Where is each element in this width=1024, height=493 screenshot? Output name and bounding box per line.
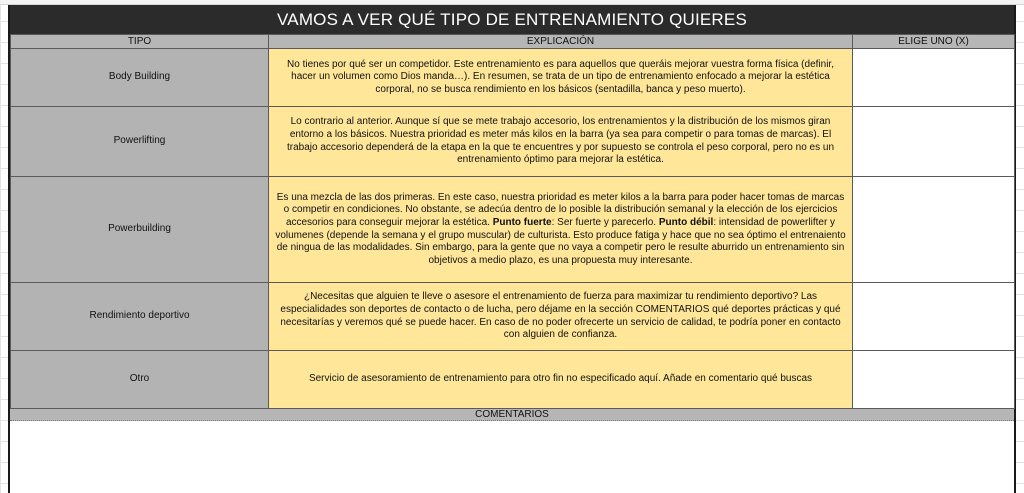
training-form [8, 5, 1016, 493]
options-table [10, 34, 1015, 409]
strong-point-label: Punto fuerte [492, 216, 552, 228]
explicacion-cell [269, 177, 853, 283]
tipo-cell: Powerlifting [11, 107, 269, 177]
weak-point-label: Punto débil [658, 216, 714, 228]
header-elige: ELIGE UNO (X) [853, 35, 1015, 49]
elige-cell[interactable] [853, 283, 1015, 351]
table-row [11, 351, 1015, 409]
tipo-cell: Body Building [11, 49, 269, 107]
explicacion-text: Es una mezcla de las dos primeras. En este caso, nuestra prioridad es meter kilos a la barra para poder hacer tomas de marcas o competir en condiciones. No obstante, se adecúa dentro de lo posible la distribución semanal y la elección de los ejercicios accesorios para conseguir mejorar la estética. [276, 191, 845, 228]
tipo-cell: Rendimiento deportivo [11, 283, 269, 351]
elige-cell[interactable] [853, 49, 1015, 107]
elige-cell[interactable] [853, 177, 1015, 283]
form-title: VAMOS A VER QUÉ TIPO DE ENTRENAMIENTO QUIERES [10, 5, 1014, 34]
table-row [11, 177, 1015, 283]
comments-field[interactable] [10, 421, 1014, 493]
tipo-cell: Powerbuilding [11, 177, 269, 283]
table-row [11, 283, 1015, 351]
elige-cell[interactable] [853, 351, 1015, 409]
header-tipo: TIPO [11, 35, 269, 49]
explicacion-text: : intensidad de powerlifter y volumenes (depende la semana y el grupo muscular) de culturista. Esto produce fatiga y hace que no sea óptimo el entrenaiento de ningua de las modalidades. Sin embargo, para la gente que no vaya a competir pero le resulte aburrido un entrenamiento sin objetivos a medio plazo, es una propuesta muy interesante. [275, 216, 846, 266]
elige-cell[interactable] [853, 107, 1015, 177]
table-row [11, 49, 1015, 107]
explicacion-text: : Ser fuerte y parecerlo. [551, 216, 659, 228]
header-explicacion: EXPLICACIÓN [269, 35, 853, 49]
explicacion-cell: No tienes por qué ser un competidor. Este entrenamiento es para aquellos que queráis mejorar vuestra forma física (definir, hacer un volumen como Dios manda…). En resumen, se trata de un tipo de entrenamiento enfocado a mejorar la estética corporal, no se busca rendimiento en los básicos (sentadilla, banca y peso muerto). [269, 49, 853, 107]
explicacion-cell: Servicio de asesoramiento de entrenamiento para otro fin no especificado aquí. Añade en comentario qué buscas [269, 351, 853, 409]
table-row [11, 107, 1015, 177]
comments-header: COMENTARIOS [10, 408, 1014, 421]
explicacion-cell: ¿Necesitas que alguien te lleve o asesore el entrenamiento de fuerza para maximizar tu rendimiento deportivo? Las especialidades son deportes de contacto o de lucha, pero déjame en la sección COMENTARIOS qué deportes prácticas y qué necesitarías y veremos qué se puede hacer. En caso de no poder ofrecerte un servicio de calidad, te podría poner en contacto con alguien de confianza. [269, 283, 853, 351]
header-row [11, 35, 1015, 49]
explicacion-cell: Lo contrario al anterior. Aunque sí que se mete trabajo accesorio, los entrenamientos y la distribución de los mismos giran entorno a los básicos. Nuestra prioridad es meter más kilos en la barra (ya sea para competir o para tomas de marcas). El trabajo accesorio dependerá de la etapa en la que te encuentres y por supuesto se controla el peso corporal, pero no es un entrenamiento óptimo para mejorar la estética. [269, 107, 853, 177]
tipo-cell: Otro [11, 351, 269, 409]
